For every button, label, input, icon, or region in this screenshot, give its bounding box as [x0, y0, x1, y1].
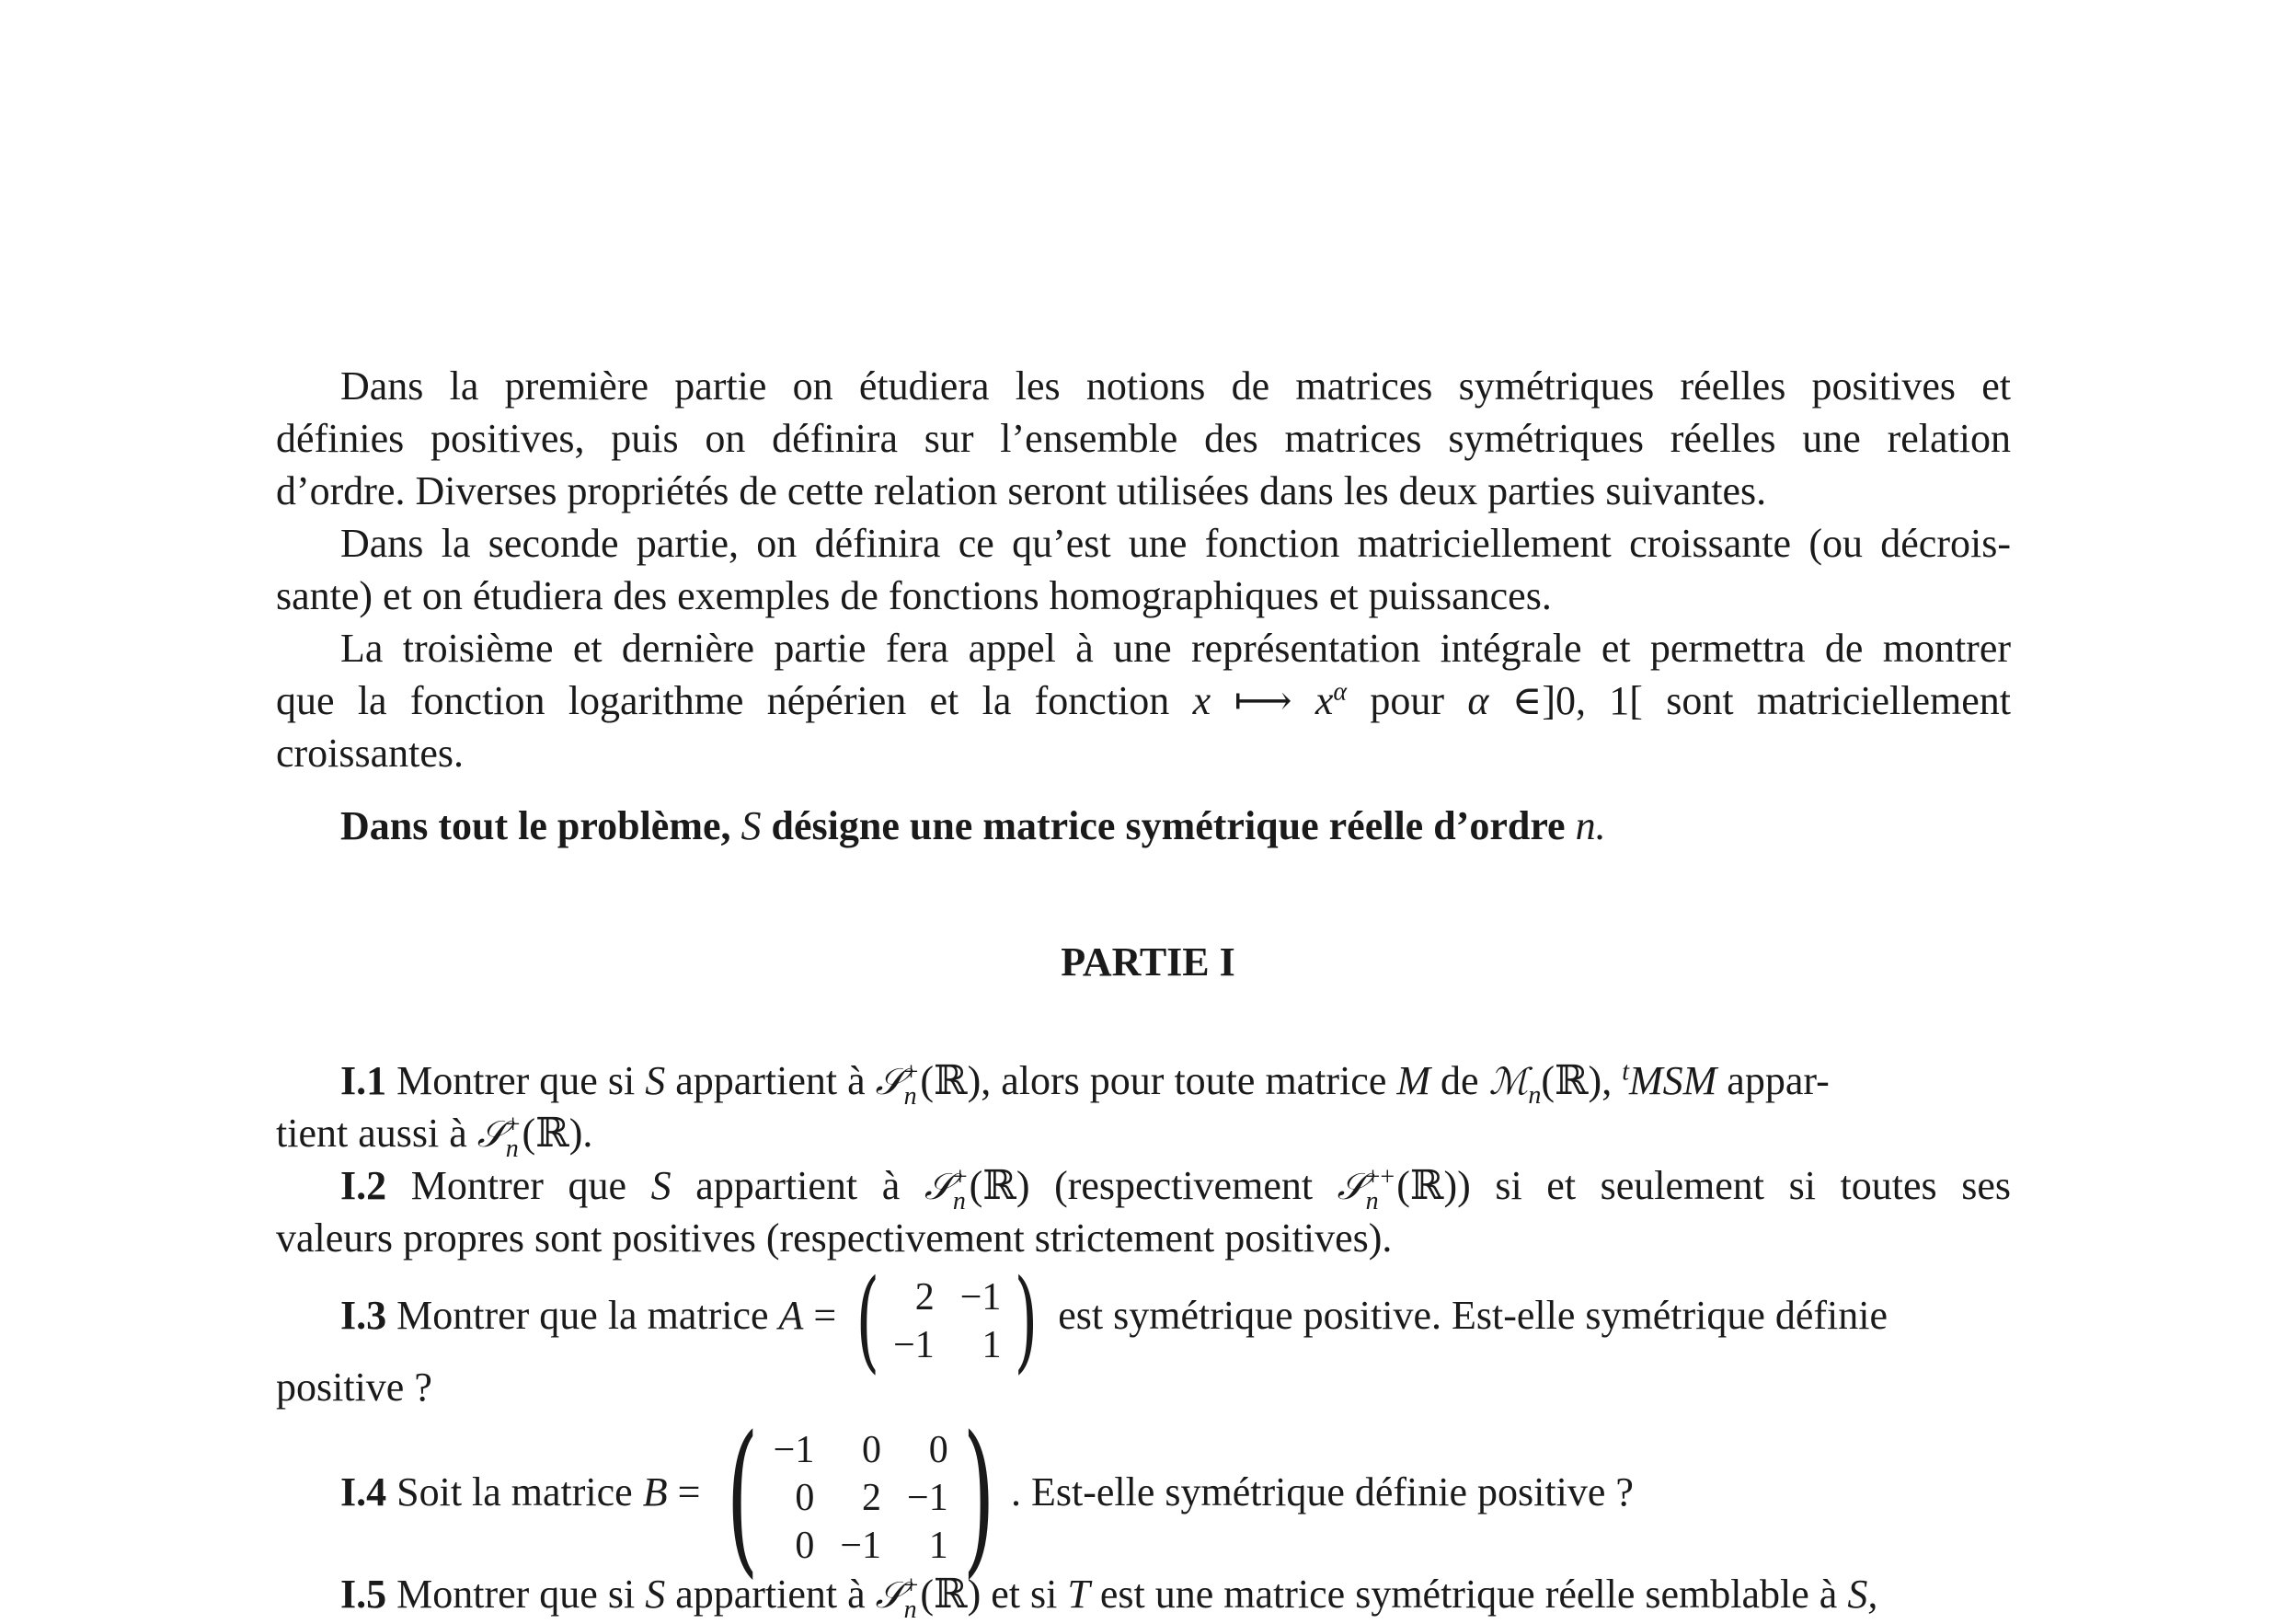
math-sup: +: [903, 1057, 919, 1087]
text: de: [1441, 1058, 1479, 1103]
question-line: [340, 1055, 2011, 1109]
text: Montrer que si: [396, 1572, 636, 1617]
matrix-row: [761, 1426, 961, 1474]
math-set-symbol: 𝒮: [875, 1574, 904, 1617]
matrix-row: [761, 1522, 961, 1570]
question-number: I.1: [340, 1058, 387, 1103]
math-set-sn-plus: [924, 1162, 1030, 1215]
text: sont matriciellement: [1666, 678, 2012, 723]
text: pour: [1370, 678, 1445, 723]
math-set-symbol: 𝒮: [476, 1113, 506, 1156]
math-x: x: [1192, 678, 1211, 723]
math-equals: =: [813, 1293, 837, 1338]
mapsto-arrow: ⟼: [1234, 678, 1292, 723]
math-sub: n: [952, 1186, 966, 1215]
text: Montrer que: [410, 1163, 627, 1208]
math-scripts: [903, 1571, 919, 1624]
left-paren: (: [855, 1256, 880, 1385]
text: (ℝ): [920, 1572, 982, 1617]
text: . Est-elle symétrique définie positive ?: [1010, 1469, 1634, 1515]
math-set-symbol: 𝒮: [1337, 1166, 1366, 1208]
math-set-symbol: ℳ: [1488, 1061, 1529, 1103]
math-sup: +: [505, 1110, 521, 1139]
right-paren: ): [1014, 1256, 1039, 1385]
math-set-sn-plusplus: [1337, 1162, 1471, 1215]
intro-line: sante) et on étudiera des exemples de fonctions homographiques et puissances.: [276, 573, 1552, 618]
math-set-symbol: 𝒮: [875, 1061, 904, 1103]
math-set-sn-plus: [875, 1571, 982, 1624]
math-s: S: [645, 1572, 666, 1617]
text: Soit la matrice: [396, 1469, 633, 1515]
matrix-cell: −1: [907, 1476, 948, 1519]
math-sub: n: [903, 1081, 917, 1111]
text: (respectivement: [1054, 1163, 1314, 1208]
notice-line: [340, 800, 2011, 852]
math-s: S: [645, 1058, 666, 1103]
section-title: PARTIE I: [1061, 939, 1235, 985]
text: que la fonction logarithme népérien et la fonction: [276, 678, 1170, 723]
matrix-cell: −1: [840, 1524, 882, 1567]
question-number: I.5: [340, 1572, 387, 1617]
intro-line: La troisième et dernière partie fera appel à une représentation intégrale et permettra de montrer: [340, 626, 2011, 671]
math-b: B: [642, 1469, 668, 1515]
matrix-row: [880, 1273, 1014, 1321]
matrix-b: [710, 1400, 1011, 1594]
matrix-cell: 1: [982, 1323, 1002, 1366]
intro-line-math: [276, 675, 2011, 727]
math-t: T: [1067, 1572, 1090, 1617]
matrix-table: [880, 1273, 1014, 1369]
math-sub: n: [1528, 1080, 1542, 1110]
matrix-cell: 0: [795, 1476, 815, 1519]
math-scripts: [952, 1162, 968, 1215]
text: et si: [991, 1572, 1058, 1617]
intro-line: d’ordre. Diverses propriétés de cette relation seront utilisées dans les deux parties suivantes.: [276, 468, 1767, 513]
math-m: M: [1396, 1058, 1431, 1103]
intro-line: croissantes.: [276, 731, 465, 776]
math-sup: t: [1622, 1057, 1629, 1087]
math-scripts: [1365, 1162, 1395, 1215]
matrix-cell: −1: [959, 1275, 1002, 1319]
text: tient aussi à: [276, 1111, 467, 1156]
math-sup: +: [903, 1571, 919, 1600]
question-line: [276, 1108, 2011, 1161]
matrix-a: [846, 1256, 1048, 1385]
text: appartient à: [695, 1163, 901, 1208]
math-alpha: α: [1467, 678, 1489, 723]
notice-text: désigne une matrice symétrique réelle d’ordre: [771, 803, 1566, 848]
text: est symétrique positive. Est-elle symétrique définie: [1058, 1293, 1888, 1338]
text: (ℝ).: [522, 1111, 593, 1156]
text: Montrer que la matrice: [396, 1293, 769, 1338]
math-set-mn: [1488, 1058, 1542, 1110]
matrix-cell: −1: [893, 1323, 935, 1366]
math-set-symbol: 𝒮: [924, 1166, 953, 1208]
question-line: valeurs propres sont positives (respectivement strictement positives).: [276, 1215, 1393, 1261]
text: est une matrice symétrique réelle semblable à: [1099, 1572, 1838, 1617]
matrix-cell: 2: [862, 1476, 882, 1519]
text: (ℝ), alors pour toute matrice: [920, 1058, 1387, 1103]
math-sub: n: [505, 1134, 519, 1163]
math-set-sn-plus: [875, 1057, 921, 1111]
matrix-cell: 0: [862, 1428, 882, 1471]
math-equals: =: [677, 1469, 701, 1515]
intro-line: définies positives, puis on définira sur l’ensemble des matrices symétriques réelles une relation: [276, 416, 2011, 461]
question-number: I.3: [340, 1293, 387, 1338]
text: (ℝ),: [1541, 1058, 1613, 1103]
math-x: x: [1314, 678, 1334, 723]
question-number: I.2: [340, 1163, 387, 1208]
text: appartient à: [675, 1058, 866, 1103]
question-number: I.4: [340, 1469, 387, 1515]
math-s: S: [740, 803, 762, 848]
text: appar-: [1727, 1058, 1830, 1103]
math-a: A: [778, 1293, 804, 1338]
math-msm: MSM: [1628, 1058, 1717, 1103]
intro-line: Dans la seconde partie, on définira ce qu’est une fonction matriciellement croissante (ou décrois-: [340, 521, 2011, 566]
text: Montrer que si: [396, 1058, 636, 1103]
math-s: S,: [1847, 1572, 1878, 1617]
matrix-cell: 0: [928, 1428, 948, 1471]
question-line: [340, 1256, 2011, 1385]
text: si et seulement si toutes ses: [1495, 1163, 2012, 1208]
math-scripts: [903, 1057, 919, 1111]
math-interval: ∈]0, 1[: [1511, 678, 1643, 723]
question-line: [340, 1160, 2011, 1214]
intro-line: Dans la première partie on étudiera les notions de matrices symétriques réelles positives et: [340, 363, 2011, 409]
math-s: S: [650, 1163, 672, 1208]
matrix-row: [761, 1474, 961, 1522]
question-line: positive ?: [276, 1365, 432, 1410]
math-x-power: [1315, 678, 1347, 723]
text: (ℝ): [969, 1163, 1030, 1208]
matrix-cell: −1: [773, 1428, 815, 1471]
matrix-cell: 0: [795, 1524, 815, 1567]
math-sup: ++: [1365, 1162, 1395, 1192]
math-transpose: [1622, 1058, 1716, 1103]
math-alpha-exponent: α: [1333, 677, 1348, 707]
matrix-cell: 2: [914, 1275, 935, 1319]
math-scripts: [505, 1110, 521, 1163]
math-set-sn-plus: [476, 1110, 522, 1163]
right-paren: ): [962, 1400, 995, 1594]
text: appartient à: [675, 1572, 866, 1617]
left-paren: (: [726, 1400, 760, 1594]
math-n: n.: [1575, 803, 1606, 848]
question-line: [340, 1400, 2011, 1594]
matrix-cell: 1: [928, 1524, 948, 1567]
math-sub: n: [903, 1595, 917, 1624]
math-sup: +: [952, 1162, 968, 1192]
notice-text: Dans tout le problème,: [340, 803, 731, 848]
question-line: [340, 1569, 2011, 1622]
text: (ℝ)): [1396, 1163, 1471, 1208]
matrix-table: [761, 1426, 961, 1570]
math-sub: n: [1365, 1186, 1379, 1215]
